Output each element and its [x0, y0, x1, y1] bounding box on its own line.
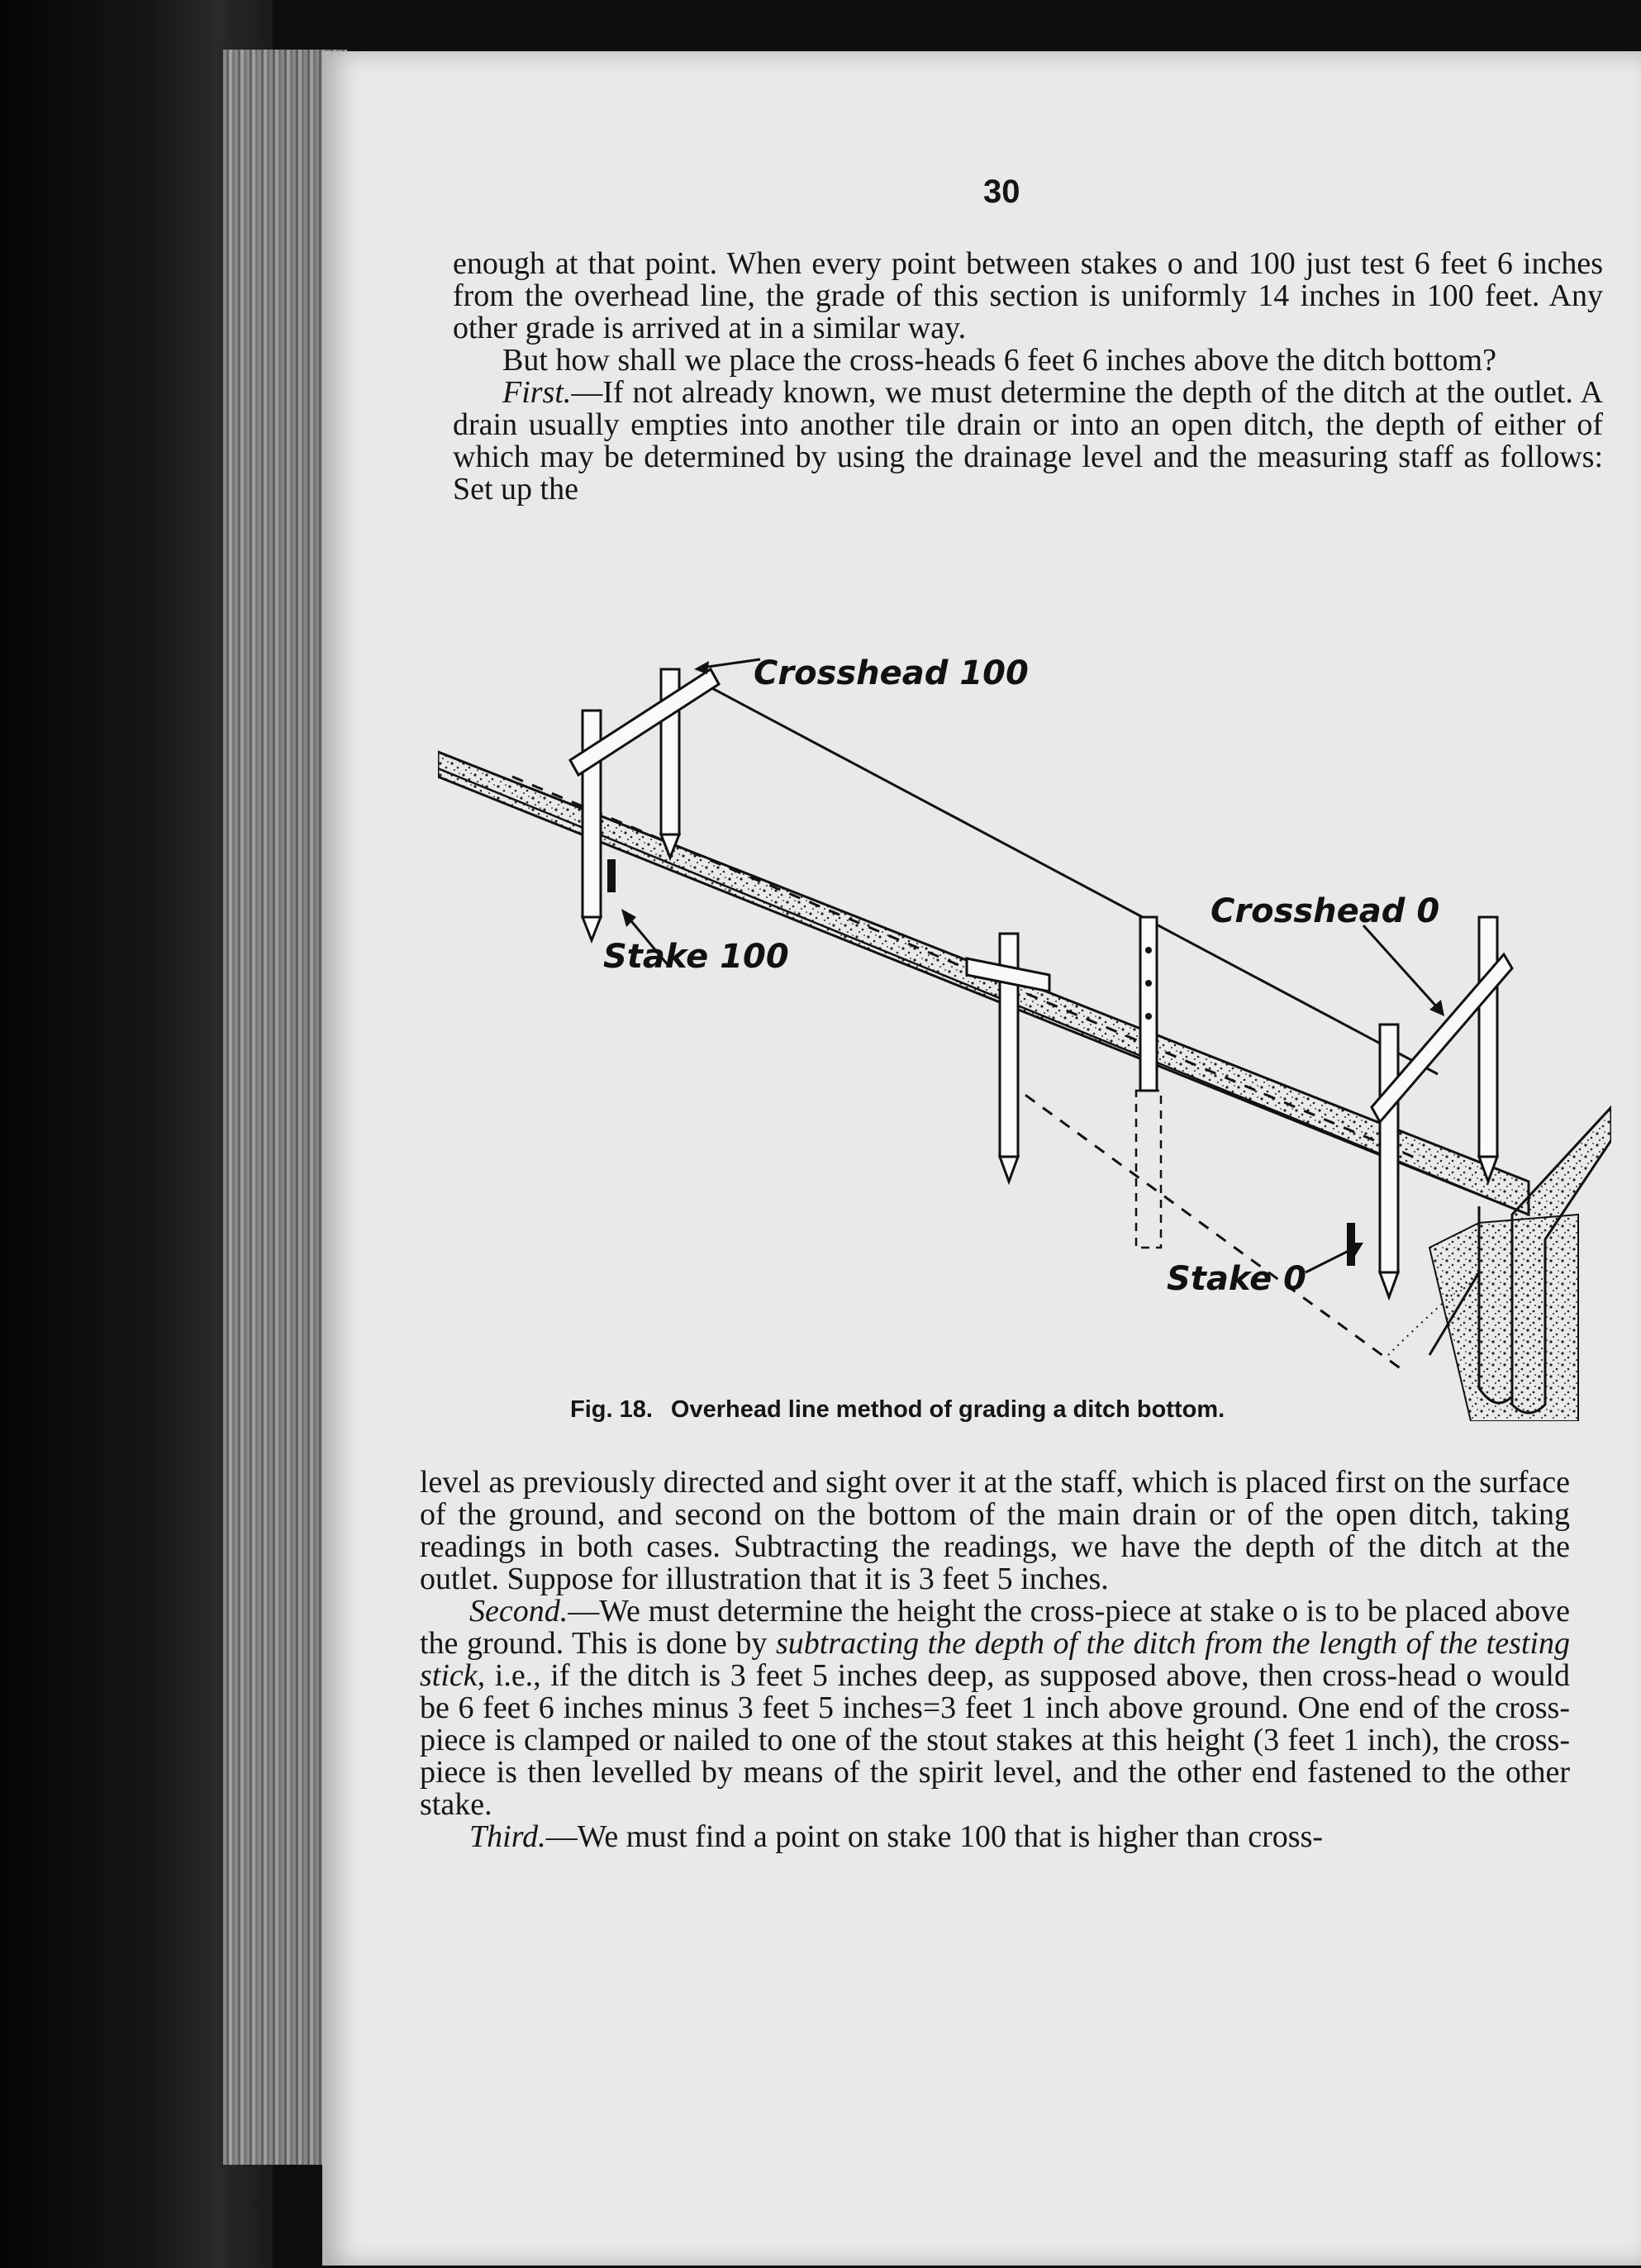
figure-caption-text: Overhead line method of grading a ditch bottom.	[670, 1396, 1225, 1423]
label-stake-0: Stake 0	[1167, 1260, 1306, 1298]
paragraph-5	[420, 1595, 1570, 1821]
paragraph-6	[420, 1821, 1570, 1853]
paragraph-3	[453, 377, 1603, 506]
page-number: 30	[983, 174, 1020, 210]
paragraph-6-lead: Third.	[469, 1819, 546, 1854]
top-text-block	[453, 248, 1603, 506]
paragraph-3-lead: First.	[502, 375, 572, 410]
paragraph-1: enough at that point. When every point between stakes o and 100 just test 6 feet 6 inches from the overhead line, the grade of this section is uniformly 14 inches in 100 feet. Any other grade is arrived at in a similar way.	[453, 246, 1603, 345]
paragraph-2: But how shall we place the cross-heads 6 feet 6 inches above the ditch bottom?	[502, 343, 1496, 378]
paragraph-6-text: —We must find a point on stake 100 that is higher than cross-	[545, 1819, 1324, 1854]
ditch-grading-figure	[438, 644, 1611, 1421]
paragraph-5-lead: Second.	[469, 1594, 568, 1628]
middle-stake	[967, 934, 1049, 1182]
paragraph-5-italic: subtracting the depth of the ditch from the length of the testing stick,	[420, 1626, 1570, 1693]
paragraph-3-text: —If not already known, we must determine the depth of the ditch at the outlet. A drain usually empties into another tile drain or into an open ditch, the depth of either of which may be determined by using the drainage level and the measuring staff as follows: Set up the	[453, 375, 1603, 506]
label-crosshead-0: Crosshead 0	[1211, 892, 1440, 930]
figure-number: Fig. 18.	[570, 1396, 653, 1423]
crosshead-100-frame	[570, 669, 719, 940]
bottom-text-block	[420, 1467, 1570, 1853]
figure-caption	[570, 1396, 1225, 1424]
paragraph-4: level as previously directed and sight over it at the staff, which is placed first on the surface of the ground, and second on the bottom of the main drain or of the open ditch, taking readings in both cases. Subtracting the readings, we have the depth of the ditch at the outlet. Suppose for illustration that it is 3 feet 5 inches.	[420, 1465, 1570, 1596]
label-crosshead-100: Crosshead 100	[754, 654, 1029, 692]
paragraph-5-text-b: i.e., if the ditch is 3 feet 5 inches deep, as supposed above, then cross-head o would be 6 feet 6 inches minus 3 feet 5 inches=3 feet 1 inch above ground. One end of the cross-piece is clamped or nailed to one of the stout stakes at this height (3 feet 1 inch), the cross-piece is then levelled by means of the spirit level, and the other end fastened to the other stake.	[420, 1658, 1570, 1822]
paragraph-5-text-a: —We must determine the height the cross-piece at stake o is to be placed above the ground. This is done by	[420, 1594, 1570, 1661]
label-stake-100: Stake 100	[603, 938, 789, 976]
testing-stick	[1136, 917, 1161, 1248]
